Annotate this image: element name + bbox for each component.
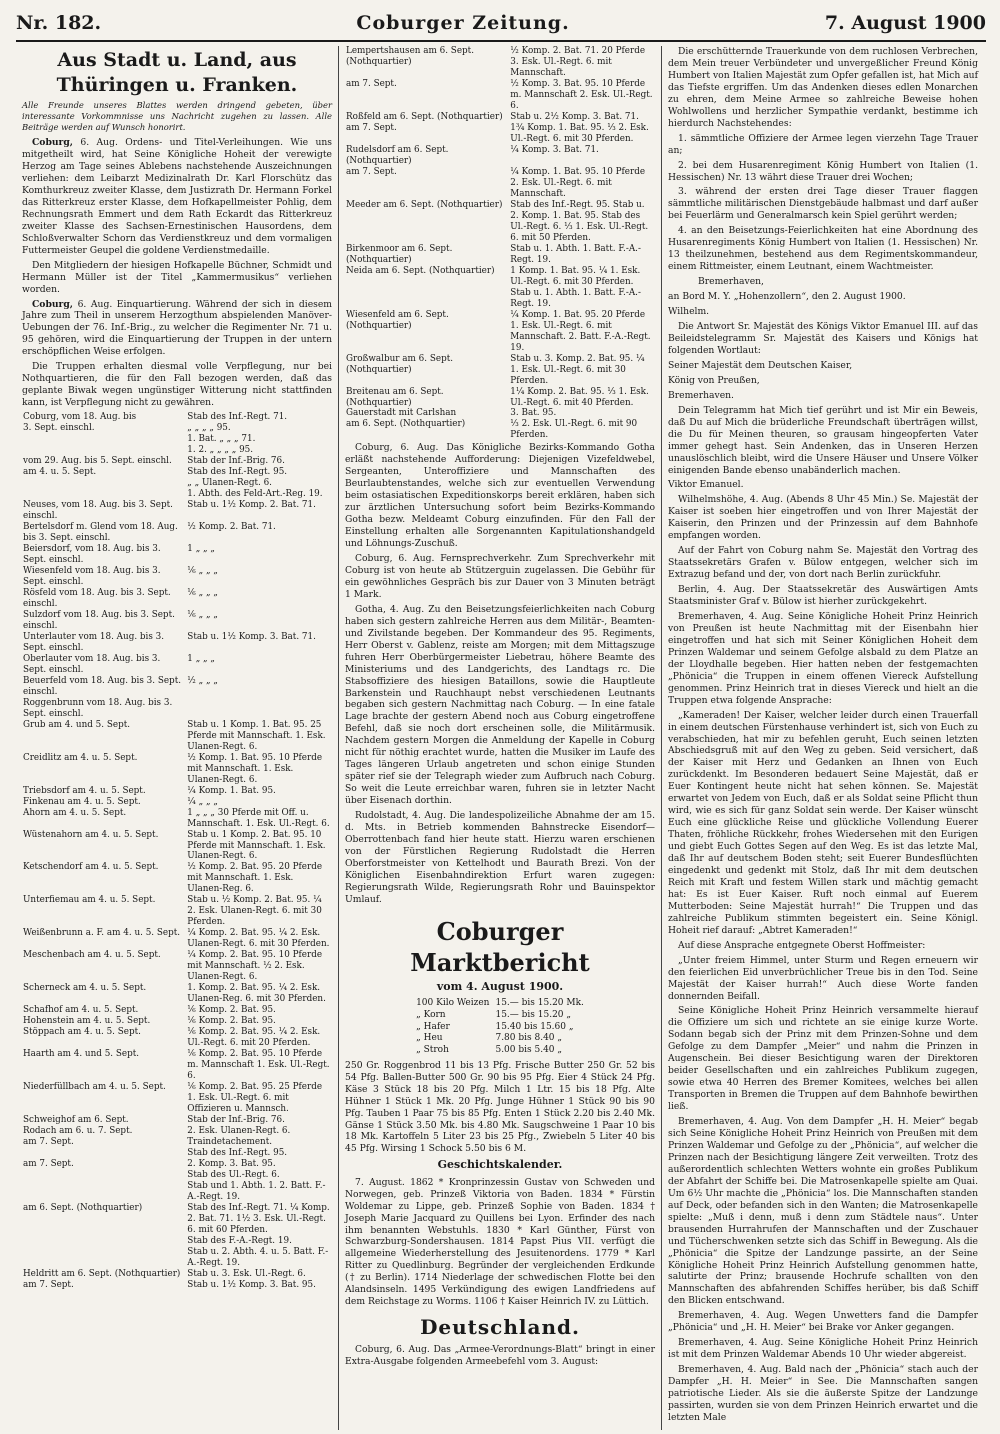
quartering-units: Stab des Inf.-Regt. 71. ¼ Komp. 2. Bat. 71. 1½ 3. Esk. Ul.-Regt. 6. mit 60 Pferden. [187,1202,330,1235]
quartering-place: Rösfeld vom 18. Aug. bis 3. Sept. einschl. [23,587,171,609]
quartering-place: am 6. Sept. (Nothquartier) [23,1202,143,1213]
quartering-place: Hohenstein am 4. u. 5. Sept. [23,1016,151,1027]
quartering-row [345,408,655,419]
market-price: 15.— bis 15.20 „ [495,1010,572,1021]
quartering-units: ⅙ Komp. 2. Bat. 95. 10 Pferde m. Mannschaft 1. Esk. Ul.-Regt. 6. [187,1049,330,1082]
column-left [16,46,338,1430]
market-price: 5.00 bis 5.40 „ [495,1045,563,1056]
quartering-row [22,489,332,500]
market-item: „ Stroh [416,1045,449,1056]
article-journey: Auf der Fahrt von Coburg nahm Se. Majestät den Vortrag des Staatssekretärs Grafen v. Bülow entgegen, welcher sich im Extrazug befand und der, von dort nach Berlin zurückfuhr. [668,545,978,581]
article-bremerhaven-2: Bremerhaven, 4. Aug. Von dem Dampfer „H. H. Meier“ begab sich Seine Königliche Hoheit Prinz Heinrich von Preußen mit dem Prinzen Waldemar und Gefolge zu der „Phönicia“, auf welcher die Prinzen nach der Besichtigung längere Zeit verweilten. Trotz des außerordentlich schlechten Wetters wohnte ein großes Publikum der Abfahrt der Schiffe bei. Die Matrosenkapelle spielte am Quai. Um 6½ Uhr machte die „Phönicia“ los. Die Mannschaften standen auf Deck, oder befanden sich in den Wanten; die Matrosenkapelle spielte: „Muß i denn, muß i denn zum Städtele naus“. Unter brausenden Hurrahrufen der Mannschaften und der Zuschauer und Tücherschwenken setzte sich das Schiff in Bewegung. Als die „Phönicia“ die Spitze der Landzunge passirte, an der Seine Königliche Hoheit Prinz Heinrich Aufstellung genommen hatte, salutirte der Prinz; brausende Hochrufe schallten von den Mannschaften des abfahrenden Schiffes herüber, bis daß Schiff den Blicken entschwand. [668,1116,978,1307]
article-musicians: Den Mitgliedern der hiesigen Hofkapelle Büchner, Schmidt und Hermann Müller ist der Titel „Kammermusikus“ verliehen worden. [22,259,332,295]
quartering-units: ⅙ Komp. 2. Bat. 95. 25 Pferde 1. Esk. Ul.-Regt. 6. mit Offizieren u. Mannsch. [187,1082,323,1115]
market-row [413,998,587,1010]
quartering-units: ⅙ „ „ „ [187,609,218,620]
quartering-units [186,698,332,720]
quartering-place: Roßfeld am 6. Sept. (Nothquartier) [346,111,503,122]
quartering-units: Stab des Inf.-Regt. 95. [187,1148,288,1159]
market-item: „ Heu [416,1033,443,1044]
quartering-place: Meeder am 6. Sept. (Nothquartier) [346,199,503,210]
quartering-units: Stab und 1. Abth. 1. 2. Batt. F.-A.-Regt. 19. [187,1181,326,1202]
quartering-place: Beuerfeld vom 18. Aug. bis 3. Sept. einschl. [23,675,182,697]
quartering-place [22,1148,186,1159]
history-calendar-title: Geschichtskalender. [437,1158,563,1172]
quartering-units: Stab u. 3. Esk. Ul.-Regt. 6. [187,1268,306,1279]
article-reply-intro: Die Antwort Sr. Majestät des Königs Viktor Emanuel III. auf das Beileidstelegramm Sr. Majestät des Kaisers und Königs hat folgenden Wortlaut: [668,321,978,356]
quartering-row [22,544,332,566]
quartering-units: Stab u. 1 Komp. 2. Bat. 95. 10 Pferde mit Mannschaft. 1. Esk. Ulanen-Regt. 6. [187,829,326,862]
quartering-place [22,489,186,500]
quartering-row [22,1027,332,1049]
quartering-units: Stab u. 2. Abth. 4. u. 5. Batt. F.-A.-Regt. 19. [187,1246,329,1268]
quartering-units: „ „ Ulanen-Regt. 6. [187,478,272,489]
quartering-row [22,720,332,753]
quartering-row [22,500,332,522]
quartering-place: Rudelsdorf am 6. Sept. (Nothquartier) [346,144,449,166]
quartering-row [345,123,655,145]
quartering-place: Rodach am 6. u. 7. Sept. [23,1126,133,1137]
army-order-list [668,133,978,273]
quartering-units: ¼ Komp. 1. Bat. 95. 20 Pferde 1. Esk. Ul.-Regt. 6. mit Mannschaft. 2. Batt. F.-A.-Regt. 19. [510,309,651,353]
quartering-place: vom 29. Aug. bis 5. Sept. einschl. [23,456,172,467]
quartering-place: Ahorn am 4. u. 5. Sept. [23,807,127,818]
quartering-row [22,1236,332,1247]
quartering-row [345,112,655,123]
quartering-units: 1. 2. „ „ „ „ 95. [187,445,254,456]
quartering-place: Wüstenahorn am 4. u. 5. Sept. [23,829,159,840]
quartering-units: 1 Komp. 1. Bat. 95. ¼ 1. Esk. Ul.-Regt. 6. mit 30 Pferden. Stab u. 1. Abth. 1. Batt. F.-A.-Regt. 19. [510,265,641,309]
quartering-row [345,145,655,167]
quartering-units: 1 „ „ „ 30 Pferde mit Off. u. Mannschaft. 1. Esk. Ul.-Regt. 6. [187,807,330,829]
quartering-row [22,654,332,676]
quartering-row [22,1115,332,1126]
quartering-units: Stab u. 1½ Komp. 3. Bat. 71. [187,631,316,642]
quartering-place: Weißenbrunn a. F. am 4. u. 5. Sept. [23,928,181,939]
quartering-place: Neida am 6. Sept. (Nothquartier) [346,265,495,276]
quartering-units: ⅙ Komp. 2. Bat. 95. [187,1016,276,1027]
issue-number: Nr. 182. [16,12,102,34]
market-report-title: Coburger Marktbericht [410,916,590,977]
germany-section-title: Deutschland. [420,1315,580,1340]
quartering-place: Unterfiemau am 4. u. 5. Sept. [23,895,156,906]
quartering-units: 1¾ Komp. 1. Bat. 95. ⅓ 2. Esk. Ul.-Regt. 6. mit 30 Pferden. [510,122,649,144]
quartering-row [22,522,332,544]
market-item: „ Hafer [416,1021,450,1032]
quartering-units: „ „ „ „ 95. [187,423,231,434]
quartering-units: ⅙ Komp. 2. Bat. 95. [187,1005,276,1016]
quartering-place: Roggenbrunn vom 18. Aug. bis 3. Sept. einschl. [23,697,173,719]
reply-intro: Auf diese Ansprache entgegnete Oberst Hoffmeister: [678,939,926,951]
signature-name: Wilhelm. [668,306,710,318]
quartering-units: Stab u. ½ Komp. 2. Bat. 95. ¼ 2. Esk. Ulanen-Regt. 6. mit 30 Pferden. [187,895,322,928]
quartering-place: Schweighof am 6. Sept. [23,1115,129,1126]
market-price: 15.— bis 15.20 Mk. [495,998,584,1009]
quartering-row [22,797,332,808]
quartering-row [22,456,332,467]
article-inspection: Seine Königliche Hoheit Prinz Heinrich versammelte hierauf die Offiziere um sich und richtete an sie einige kurze Worte. Sodann begab sich der Prinz mit dem Prinzen-Sohne und dem Gefolge zu dem Dampfer „Meier“ und nahm die Prinzen in Augenschein. Bei dieser Besichtigung waren der Direktoren beider Gesellschaften und ein zahlreiches Publikum zugegen, sowie etwa 40 Herren des Bremer Komitees, welches bei allen Transporten in Bremen die Truppen auf dem Bahnhofe bewirthen ließ. [668,1005,978,1113]
quartering-row [22,808,332,830]
army-order-text: Die erschütternde Trauerkunde von dem ruchlosen Verbrechen, dem Mein treuer Verbündeter und unvergeßlicher Freund König Humbert von Italien Majestät zum Opfer gefallen ist, hat Mich auf das Tiefste ergriffen. Um das Andenken dieses edlen Monarchen zu ehren, dem Meine Armee so zahlreiche Beweise hohen Wohlwollens und herzlicher Sympathie verdankt, bestimme ich hierdurch Nachstehendes: [668,46,978,129]
article-rudolstadt: Rudolstadt, 4. Aug. Die landespolizeiliche Abnahme der am 15. d. Mts. in Betrieb kommenden Bahnstrecke Eisendorf—Oberrottenbach fand hier heute statt. Hierzu waren erschienen von der Fürstlichen Regierung Rudolstadt die Herren Oberforstmeister von Kettelhodt und Baurath Brezi. Von der Königlichen Eisenbahndirektion Erfurt waren zugegen: Regierungsrath Wilde, Regierungsrath Rohr und Bauinspektor Umlauf. [345,810,655,905]
quartering-table-middle [345,46,655,441]
history-calendar-text: 7. August. 1862 * Kronprinzessin Gustav von Schweden und Norwegen, geb. Prinzeß Viktoria von Baden. 1834 * Fürstin Woldemar zu Lippe, geb. Prinzeß Sophie von Baden. 1834 † Joseph Marie Jacquard zu Quillens bei Lyon. Erfinder des nach ihm benannten Webstuhls. 1830 * Karl Günther, Fürst von Schwarzburg-Sondershausen. 1814 Papst Pius VII. verfügt die allgemeine Wiederherstellung des Jesuitenordens. 1779 * Karl Ritter zu Quedlinburg. Begründer der vergleichenden Erdkunde († zu Berlin). 1714 Niederlage der schwedischen Flotte bei den Alandsinseln. 1495 Verkündigung des ewigen Landfriedens auf dem Reichstage zu Worms. 1106 † Kaiser Heinrich IV. zu Lüttich. [345,1176,655,1308]
quartering-row [345,354,655,387]
quartering-place [22,478,186,489]
quartering-units: ½ Komp. 2. Bat. 71. 20 Pferde 3. Esk. Ul.-Regt. 6. mit Mannschaft. [510,46,646,78]
quartering-place: Neuses, vom 18. Aug. bis 3. Sept. einschl. [23,499,173,521]
quartering-row [22,412,332,423]
quartering-row [22,1159,332,1170]
quartering-units: 3. Bat. 95. [510,408,557,419]
quartering-place: Niederfüllbach am 4. u. 5. Sept. [23,1082,166,1093]
market-prices-text: 250 Gr. Roggenbrod 11 bis 13 Pfg. Frische Butter 250 Gr. 52 bis 54 Pfg. Ballen-Butter 500 Gr. 90 bis 95 Pfg. Eier 4 Stück 24 Pfg. Käse 3 Stück 18 bis 20 Pfg. Milch 1 Ltr. 15 bis 18 Pfg. Alte Hühner 1 Stück 1 Mk. 20 Pfg. Junge Hühner 1 Stück 90 bis 90 Pfg. Tauben 1 Paar 75 bis 85 Pfg. Enten 1 Stück 2.20 bis 2.40 Mk. Gänse 1 Stück 3.50 Mk. bis 4.80 Mk. Saugschweine 1 Paar 10 bis 18 Mk. Kartoffeln 5 Liter 23 bis 25 Pfg., Zwiebeln 5 Liter 40 bis 45 Pfg. Wirsing 1 Schock 5.50 bis 6 M. [345,1059,655,1155]
article-telephone: Coburg, 6. Aug. Fernsprechverkehr. Zum Sprechverkehr mit Coburg ist von heute ab Stützerguin zugelassen. Die Gebühr für ein gewöhnliches Gespräch bis zur Dauer von 3 Minuten beträgt 1 Mark. [345,553,655,600]
quartering-row [22,1137,332,1148]
quartering-units: 1. Abth. des Feld-Art.-Reg. 19. [187,489,323,499]
quartering-units: ¼ Komp. 1. Bat. 95. [187,785,276,796]
article-wilhelmshoehe: Wilhelmshöhe, 4. Aug. (Abends 8 Uhr 45 Min.) Se. Majestät der Kaiser ist soeben hier eingetroffen und von Ihrer Majestät der Kaiserin, den Prinzen und der Prinzessin auf dem Bahnhofe empfangen worden. [668,494,978,542]
quartering-row [345,266,655,310]
quartering-row [22,1181,332,1203]
quartering-row [22,1148,332,1159]
article-provisions: Die Truppen erhalten diesmal volle Verpflegung, nur bei Nothquartieren, die für den Fall bezogen werden, daß das geplante Biwak wegen ungünstiger Witterung nicht stattfinden kann, ist Verpflegung nicht zu gewähren. [22,361,332,409]
market-price-table [413,998,587,1056]
quartering-units: Stab u. 1½ Komp. 3. Bat. 95. [187,1279,316,1290]
quartering-row [22,423,332,434]
quartering-row [22,676,332,698]
column-middle [338,46,662,1430]
market-row [413,1033,587,1045]
address-line-3: Bremerhaven. [668,389,734,401]
quartering-place: Bertelsdorf m. Glend vom 18. Aug. bis 3. Sept. einschl. [23,521,178,543]
quartering-place: Haarth am 4. und 5. Sept. [23,1049,140,1060]
quartering-place [22,1170,186,1181]
quartering-units: 2. Komp. 3. Bat. 95. [187,1159,276,1170]
quartering-units: Stab des Ul.-Regt. 6. [187,1170,280,1181]
quartering-row [22,610,332,632]
telegram-text: Dein Telegramm hat Mich tief gerührt und ist Mir ein Beweis, daß Du auf Mich die brüderliche Freundschaft überträgen willst, die Du für Meinen theuren, so grausam hingeopferten Vater immer gehegt hast. Sein Andenken, das in Unseren Herzen unauslöschlich bleibt, wird die Unsere Häuser und Unsere Völker einigenden Bande ebenso unabänderlich machen. [668,404,978,476]
quartering-row [22,1005,332,1016]
article-bremerhaven-5: Bremerhaven, 4. Aug. Bald nach der „Phönicia“ stach auch der Dampfer „H. H. Meier“ in See. Die Mannschaften sangen patriotische Lieder. Als sie die äußerste Spitze der Landzunge passirten, wurden sie von dem Prinzen Heinrich erwartet und die letzten Male [668,1364,978,1423]
quartering-row [345,387,655,409]
quartering-place: Finkenau am 4. u. 5. Sept. [23,796,141,807]
quartering-units: 1 „ „ „ [187,543,215,554]
market-row [413,1022,587,1034]
quartering-row [22,1170,332,1181]
quartering-place: Heldritt am 6. Sept. (Nothquartier) [23,1268,181,1279]
quartering-row [22,588,332,610]
quartering-units: Stab des Inf.-Regt. 95. [187,467,288,478]
quartering-place: am 7. Sept. [23,1279,74,1290]
columns [16,46,986,1430]
quartering-row [22,1280,332,1291]
article-berlin: Berlin, 4. Aug. Der Staatssekretär des Auswärtigen Amts Staatsminister Graf v. Bülow ist hierher zurückgekehrt. [668,584,978,608]
quartering-units: ¼ Komp. 2. Bat. 95. ¼ 2. Esk. Ulanen-Regt. 6. mit 30 Pferden. [187,928,330,950]
army-order-item: 3. während der ersten drei Tage dieser Trauer flaggen sämmtliche militärischen Dienstgebäude halbmast und darf außer bei Feuerlärm und Generalmarsch kein Spiel gerührt werden; [668,186,978,222]
quartering-units: ¼ „ „ „ [187,796,218,807]
quartering-units: 1. Bat. „ „ „ 71. [187,434,256,445]
article-bremerhaven-4: Bremerhaven, 4. Aug. Seine Königliche Hoheit Prinz Heinrich ist mit dem Prinzen Waldemar Abends 10 Uhr wieder abgereist. [668,1337,978,1361]
article-district-command: Coburg, 6. Aug. Das Königliche Bezirks-Kommando Gotha erläßt nachstehende Aufforderung: Diejenigen Vizefeldwebel, Sergeanten, Unteroffiziere und Mannschaften des Beurlaubtenstandes, welche sich zur eventuellen Verwendung beim ostasiatischen Expeditionskorps bereit erklären, haben sich zur ärztlichen Untersuchung sofort beim Bezirks-Kommando Gotha bezw. Meldeamt Coburg einzufinden. Für den Fall der Einstellung erhalten alle Sorgenannten Kapitulationshandgeld und Löhnungs-Zuschuß. [345,442,655,550]
market-price: 7.80 bis 8.40 „ [495,1033,563,1044]
article-orders: Coburg, 6. Aug. Ordens- und Titel-Verleihungen. Wie uns mitgetheilt wird, hat Seine Königliche Hoheit der verewigte Herzog am Tage seines Ablebens nachstehende Auszeichnungen verliehen: dem Leibarzt Medizinalrath Dr. Karl Florschütz das Komthurkreuz zweiter Klasse, dem Justizrath Dr. Hermann Forkel das Ritterkreuz erster Klasse, dem Hofkapellmeister Pohlig, dem Rechnungsrath Emmert und dem Rath Eckardt das Ritterkreuz zweiter Klasse des Sachsen-Ernestinischen Hausordens, dem Schloßverwalter Schorn das Verdienstkreuz und dem vormaligen Futtermeister Geupel die goldene Verdienstmedaille. [22,137,333,256]
quartering-place: Lempertshausen am 6. Sept. (Nothquartier) [346,46,475,67]
quartering-units: ¼ Komp. 3. Bat. 71. [510,144,599,155]
quartering-units: ⅙ „ „ „ [187,565,218,576]
quartering-units: 1. Komp. 2. Bat. 95. ¼ 2. Esk. Ulanen-Reg. 6. mit 30 Pferden. [187,983,326,1005]
quartering-row [22,445,332,456]
quartering-place: Oberlauter vom 18. Aug. bis 3. Sept. einschl. [23,653,161,675]
quartering-units: ½ Komp. 1. Bat. 95. 10 Pferde mit Mannschaft. 1. Esk. Ulanen-Regt. 6. [187,752,323,785]
quartering-row [22,1016,332,1027]
reader-notice: Alle Freunde unseres Blattes werden dringend gebeten, über interessante Vorkommnisse uns Nachricht zugehen zu lassen. Alle Beiträge werden auf Wunsch honorirt. [22,100,332,133]
quartering-units: 2. Esk. Ulanen-Regt. 6. [187,1126,291,1137]
quartering-table-left [22,412,332,1291]
quartering-row [22,862,332,895]
quartering-place [22,1247,186,1269]
quartering-place: Stöppach am 4. u. 5. Sept. [23,1027,141,1038]
quartering-row [22,1049,332,1082]
quartering-units: Stab des Inf.-Regt. 95. Stab u. 2. Komp. 1. Bat. 95. Stab des Ul.-Regt. 6. ⅓ 1. Esk. Ul.-Regt. 6. mit 50 Pferden. [510,199,649,243]
quartering-place: Breitenau am 6. Sept. (Nothquartier) [346,386,444,408]
quartering-row [345,79,655,112]
quartering-units: ⅙ „ „ „ [187,587,218,598]
quartering-place: am 7. Sept. [23,1137,74,1148]
quartering-place: Triebsdorf am 4. u. 5. Sept. [23,785,146,796]
market-row [413,1045,587,1057]
quartering-place [22,434,186,445]
army-order-item: 1. sämmtliche Offiziere der Armee legen vierzehn Tage Trauer an; [668,132,978,156]
quartering-place: am 7. Sept. [346,122,397,133]
quartering-row [345,200,655,244]
quartering-place: Unterlauter vom 18. Aug. bis 3. Sept. einschl. [23,631,165,653]
quartering-place: am 7. Sept. [346,78,397,89]
article-quartering: Coburg, 6. Aug. Einquartierung. Während der sich in diesem Jahre zum Theil in unserem Herzogthum abspielenden Manöver-Uebungen der 76. Inf.-Brig., zu welcher die Regimenter Nr. 71 u. 95 gehören, wird die Einquartierung der Truppen in der untern erschöpflichen Weise erfolgen. [22,298,332,358]
quartering-units: 1 „ „ „ [187,653,215,664]
quartering-place: Schafhof am 4. u. 5. Sept. [23,1005,139,1016]
quartering-place: Sulzdorf vom 18. Aug. bis 3. Sept. einschl. [23,609,175,631]
quartering-place: am 7. Sept. [23,1159,74,1170]
quartering-place: Gauerstadt mit Carlshan [346,408,457,419]
quartering-row [22,478,332,489]
army-order-item: 4. an den Beisetzungs-Feierlichkeiten hat eine Abordnung des Husarenregiments König Humbert von Italien (1. Hessischen) Nr. 13 theilzunehmen, bestehend aus dem Regimentskommandeur, einem Rittmeister, einem Leutnant, einem Wachtmeister. [668,225,978,273]
quartering-place: 3. Sept. einschl. [23,423,95,434]
quartering-row [22,1082,332,1115]
article-gotha: Gotha, 4. Aug. Zu den Beisetzungsfeierlichkeiten nach Coburg haben sich gestern zahlreiche Herren aus dem Militär-, Beamten- und Zivilstande begeben. Der Kommandeur des 95. Regiments, Herr Oberst v. Gablenz, reiste am Morgen; mit dem Mittagszuge fuhren Herr Oberbürgermeister Liebetrau, höhere Beamte des Ministeriums und des Landgerichts, des Landtags rc. Die Stabsoffiziere des hiesigen Bataillons, sowie die Hauptleute Barkenstein und Rauchhaupt nebst verschiedenen Leutnants begaben sich gestern Nachmittag nach Coburg. — In eine fatale Lage brachte der gestern Abend noch aus Coburg eingetroffene Befehl, daß sie noch dort erscheinen solle, die Militärmusik. Nachdem gestern Morgen die Anmeldung der Kapelle in Coburg nicht für nöthig erachtet wurde, hatten die Musiker im Laufe des Tages längeren Urlaub angetreten und schon einige Stunden später rief sie der Telegraph wieder zum Aufbruch nach Coburg. So weit die Leute erreichbar waren, fuhren sie in letzter Nacht über Eisenach dorthin. [345,603,655,807]
quartering-row [22,1269,332,1280]
quartering-units: Stab u. 1 Komp. 1. Bat. 95. 25 Pferde mit Mannschaft. 1. Esk. Ulanen-Regt. 6. [187,719,326,752]
quartering-place: Beiersdorf, vom 18. Aug. bis 3. Sept. einschl. [23,543,161,565]
quartering-units: Stab u. 1. Abth. 1. Batt. F.-A.-Regt. 19. [510,243,641,265]
quartering-units: ⅓ 2. Esk. Ul.-Regt. 6. mit 90 Pferden. [510,419,638,441]
market-item: „ Korn [416,1010,446,1021]
quartering-row [22,950,332,983]
quartering-place: Creidlitz am 4. u. 5. Sept. [23,752,138,763]
article-army-order: Coburg, 6. Aug. Das „Armee-Verordnungs-Blatt“ bringt in einer Extra-Ausgabe folgenden Armeebefehl vom 3. August: [345,1344,655,1368]
quartering-row [22,1203,332,1236]
issue-date: 7. August 1900 [824,12,986,34]
quartering-row [22,928,332,950]
quartering-place: am 7. Sept. [346,166,397,177]
quartering-row [345,419,655,441]
quartering-row [345,244,655,266]
signature-place: Bremerhaven, [698,276,764,288]
section-heading: Aus Stadt u. Land, aus Thüringen u. Franken. [56,49,298,96]
market-row [413,1010,587,1022]
address-line-1: Seiner Majestät dem Deutschen Kaiser, [668,359,853,371]
quartering-row [22,467,332,478]
quartering-row [345,167,655,200]
quartering-units: Stab u. 2½ Komp. 3. Bat. 71. [510,111,639,122]
newspaper-title: Coburger Zeitung. [356,12,570,34]
speech-text: „Kameraden! Der Kaiser, welcher leider durch einen Trauerfall in einem deutschen Fürstenhause verhindert ist, sich von Euch zu verabschieden, hat mir zu befehlen geruht, Euch seinen letzten Abschiedsgruß mit auf den Weg zu geben. Seid versichert, daß der Kaiser mit Herz und Gedanken an Ihnen von Euch zurückdenkt. Im Besonderen bedauert Seine Majestät, daß er Euer Kontingent heute nicht hat sehen können. Se. Majestät erwartet von Jedem von Euch, daß er als Soldat seine Pflicht thun wird, wie es sich für ganz Soldat sein werde. Der Kaiser wünscht Euch eine glückliche Reise und glückliche Vollendung Euerer Thaten, fröhliche Rückkehr, frohes Wiedersehen mit den Eurigen und giebt Euch Gottes Segen auf den Weg. Es ist das letzte Mal, daß Ihr auf deutschem Boden steht; seit Euerer Bundesflüchten eingedenkt und gedenkt mit Stolz, daß Ihr mit dem deutschen Reich mit Kraft und festem Willen stark und mächtig gemacht hat: Es ist Euer Kaiser. Ruft noch einmal auf Euerem Mutterboden: Seine Majestät hurrah!“ Die Truppen und das zahlreiche Publikum stimmten begeistert ein. Seine Königl. Hoheit rief darauf: „Abtret Kameraden!“ [668,709,978,936]
quartering-row [22,786,332,797]
quartering-units: ⅙ Komp. 2. Bat. 95. ¼ 2. Esk. Ul.-Regt. 6. mit 20 Pferden. [187,1027,321,1049]
quartering-place: Birkenmoor am 6. Sept. (Nothquartier) [346,243,453,265]
quartering-place: Wiesenfeld am 6. Sept. (Nothquartier) [346,309,449,331]
quartering-row [22,1126,332,1137]
market-item: 100 Kilo Weizen [416,998,490,1009]
quartering-row [345,46,655,79]
telegram-signature: Viktor Emanuel. [668,479,744,491]
column-right [662,46,984,1430]
quartering-place [22,1236,186,1247]
army-order-item: 2. bei dem Husarenregiment König Humbert von Italien (1. Hessischen) Nr. 13 währt diese Trauer drei Wochen; [668,159,978,183]
quartering-units: Stab u. 3. Komp. 2. Bat. 95. ¼ 1. Esk. Ul.-Regt. 6. mit 30 Pferden. [510,353,645,386]
address-line-2: König von Preußen, [668,374,760,386]
quartering-units: Traindetachement. [187,1137,273,1148]
article-bremerhaven-3: Bremerhaven, 4. Aug. Wegen Unwetters fand die Dampfer „Phönicia“ und „H. H. Meier“ bei Brake vor Anker gegangen. [668,1310,978,1334]
quartering-units: ½ Komp. 2. Bat. 95. 20 Pferde mit Mannschaft. 1. Esk. Ulanen-Reg. 6. [187,862,323,895]
quartering-place: Coburg, vom 18. Aug. bis [23,412,137,423]
quartering-units: Stab u. 1½ Komp. 2. Bat. 71. [187,499,316,510]
quartering-row [22,632,332,654]
quartering-units: Stab des F.-A.-Regt. 19. [187,1235,292,1246]
quartering-units: ¼ Komp. 1. Bat. 95. 10 Pferde 2. Esk. Ul.-Regt. 6. mit Mannschaft. [510,166,646,199]
quartering-place: Wiesenfeld vom 18. Aug. bis 3. Sept. einschl. [23,565,161,587]
quartering-row [22,1247,332,1269]
quartering-units: Stab der Inf.-Brig. 76. [187,456,285,467]
quartering-units: Stab der Inf.-Brig. 76. [187,1115,285,1126]
quartering-row [22,566,332,588]
quartering-place: Großwalbur am 6. Sept. (Nothquartier) [346,353,454,375]
quartering-units: ½ „ „ „ [187,675,218,686]
quartering-row [22,983,332,1005]
quartering-units: 1¼ Komp. 2. Bat. 95. ⅓ 1. Esk. Ul.-Regt. 6. mit 40 Pferden. [510,386,649,408]
masthead [16,6,986,42]
quartering-place: am 6. Sept. (Nothquartier) [346,419,466,430]
article-bremerhaven-1: Bremerhaven, 4. Aug. Seine Königliche Hoheit Prinz Heinrich von Preußen ist heute Nachmittag mit der Eisenbahn hier eingetroffen und hat sich mit Seiner Königlichen Hoheit dem Prinzen Waldemar und seinem Gefolge alsbald zu dem Platze an der Lloydhalle begeben. Hier hatten neben der festgemachten „Phönicia“ die Truppen in einem offenen Viereck Aufstellung genommen. Prinz Heinrich trat in dieses Viereck und hielt an die Truppen etwa folgende Ansprache: [668,610,978,706]
signature-location: an Bord M. Y. „Hohenzollern“, den 2. August 1900. [668,291,906,303]
quartering-units: ½ Komp. 2. Bat. 71. [187,521,276,532]
quartering-place: am 4. u. 5. Sept. [23,467,97,478]
quartering-row [345,310,655,354]
quartering-units: ½ Komp. 3. Bat. 95. 10 Pferde m. Mannschaft 2. Esk. Ul.-Regt. 6. [510,78,653,111]
quartering-units: ¼ Komp. 2. Bat. 95. 10 Pferde mit Mannschaft. ½ 2. Esk. Ulanen-Regt. 6. [187,950,323,983]
quartering-row [22,895,332,928]
quartering-row [22,753,332,786]
reply-text: „Unter freiem Himmel, unter Sturm und Regen erneuern wir den feierlichen Eid unverbrüchlicher Treue bis in den Tod. Seine Majestät der Kaiser hurrah!“ Auch diese Worte fanden donnernden Beifall. [668,954,978,1002]
quartering-row [22,830,332,863]
market-report-date: vom 4. August 1900. [436,980,564,994]
quartering-units: Stab des Inf.-Regt. 71. [187,412,288,423]
quartering-row [22,698,332,720]
quartering-place: Scherneck am 4. u. 5. Sept. [23,983,147,994]
quartering-place: Ketschendorf am 4. u. 5. Sept. [23,862,159,873]
quartering-row [22,434,332,445]
market-price: 15.40 bis 15.60 „ [495,1021,574,1032]
quartering-place [22,445,186,456]
quartering-place: Grub am 4. und 5. Sept. [23,719,131,730]
quartering-place [22,1181,186,1203]
quartering-place: Meschenbach am 4. u. 5. Sept. [23,950,161,961]
